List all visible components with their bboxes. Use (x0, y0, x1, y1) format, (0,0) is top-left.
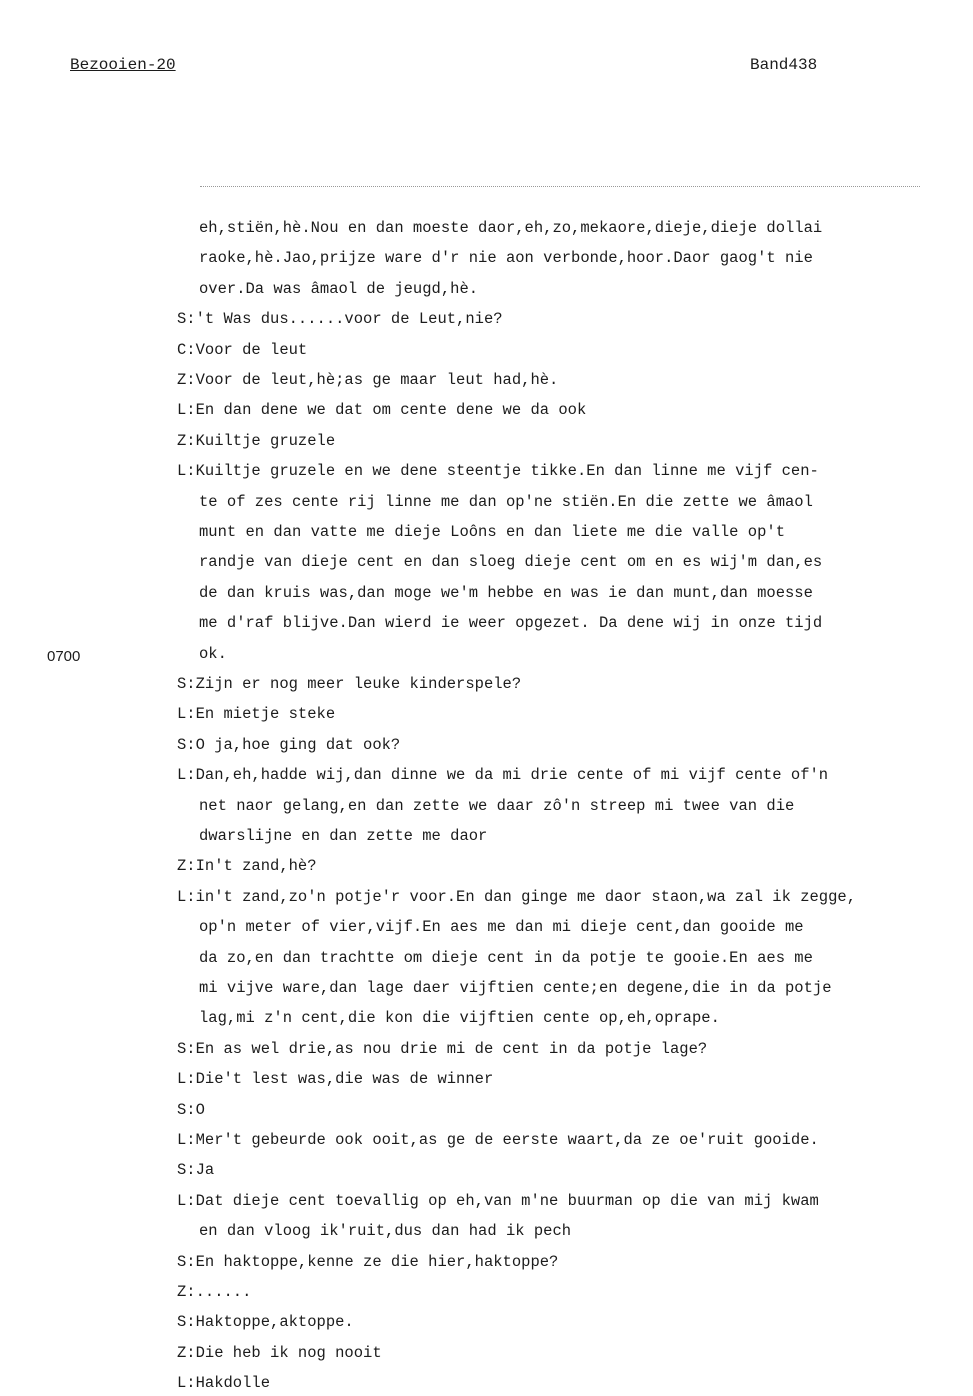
speaker-line: S:O (177, 1101, 205, 1119)
continuation-line: mi vijve ware,dan lage daer vijftien cente;en degene,die in da potje (199, 979, 832, 997)
speaker-line: L:En mietje steke (177, 705, 336, 723)
speaker-line: S:En haktoppe,kenne ze die hier,haktoppe? (177, 1253, 559, 1271)
speaker-line: L:Die't lest was,die was de winner (177, 1070, 494, 1088)
speaker-line: Z:...... (177, 1283, 252, 1301)
speaker-line: C:Voor de leut (177, 341, 308, 359)
continuation-line: net naor gelang,en dan zette we daar zô'n streep mi twee van die (199, 797, 795, 815)
continuation-line: over.Da was âmaol de jeugd,hè. (199, 280, 479, 298)
continuation-line: de dan kruis was,dan moge we'm hebbe en was ie dan munt,dan moesse (199, 584, 813, 602)
continuation-line: raoke,hè.Jao,prijze ware d'r nie aon verbonde,hoor.Daor gaog't nie (199, 249, 813, 267)
speaker-line: L:in't zand,zo'n potje'r voor.En dan ginge me daor staon,wa zal ik zegge, (177, 888, 857, 906)
speaker-line: L:Hakdolle (177, 1374, 271, 1392)
speaker-line: S:'t Was dus......voor de Leut,nie? (177, 310, 503, 328)
speaker-line: S:Zijn er nog meer leuke kinderspele? (177, 675, 522, 693)
continuation-line: da zo,en dan trachtte om dieje cent in da potje te gooie.En aes me (199, 949, 813, 967)
speaker-line: L:Dan,eh,hadde wij,dan dinne we da mi drie cente of mi vijf cente of'n (177, 766, 829, 784)
continuation-line: lag,mi z'n cent,die kon die vijftien cente op,eh,oprape. (199, 1009, 720, 1027)
speaker-line: Z:In't zand,hè? (177, 857, 317, 875)
tape-number: Band438 (750, 56, 818, 74)
continuation-line: en dan vloog ik'ruit,dus dan had ik pech (199, 1222, 572, 1240)
document-code: Bezooien-20 (70, 56, 176, 74)
continuation-line: munt en dan vatte me dieje Loôns en dan liete me die valle op't (199, 523, 785, 541)
continuation-line: me d'raf blijve.Dan wierd ie weer opgezet. Da dene wij in onze tijd (199, 614, 823, 632)
speaker-line: L:Dat dieje cent toevallig op eh,van m'ne buurman op die van mij kwam (177, 1192, 819, 1210)
continuation-line: randje van dieje cent en dan sloeg dieje cent om en es wij'm dan,es (199, 553, 823, 571)
speaker-line: S:Ja (177, 1161, 215, 1179)
speaker-line: S:Haktoppe,aktoppe. (177, 1313, 354, 1331)
speaker-line: S:En as wel drie,as nou drie mi de cent in da potje lage? (177, 1040, 708, 1058)
continuation-line: eh,stiën,hè.Nou en dan moeste daor,eh,zo,mekaore,dieje,dieje dollai (199, 219, 823, 237)
speaker-line: L:En dan dene we dat om cente dene we da ook (177, 401, 587, 419)
speaker-line: Z:Die heb ik nog nooit (177, 1344, 382, 1362)
speaker-line: L:Mer't gebeurde ook ooit,as ge de eerste waart,da ze oe'ruit gooide. (177, 1131, 819, 1149)
continuation-line: dwarslijne en dan zette me daor (199, 827, 488, 845)
speaker-line: Z:Voor de leut,hè;as ge maar leut had,hè. (177, 371, 559, 389)
speaker-line: Z:Kuiltje gruzele (177, 432, 336, 450)
continuation-line: ok. (199, 645, 227, 663)
speaker-line: L:Kuiltje gruzele en we dene steentje tikke.En dan linne me vijf cen- (177, 462, 819, 480)
continuation-line: te of zes cente rij linne me dan op'ne stiën.En die zette we âmaol (199, 493, 813, 511)
continuation-line: op'n meter of vier,vijf.En aes me dan mi dieje cent,dan gooide me (199, 918, 804, 936)
speaker-line: S:O ja,hoe ging dat ook? (177, 736, 401, 754)
time-marker: 0700 (47, 648, 81, 665)
